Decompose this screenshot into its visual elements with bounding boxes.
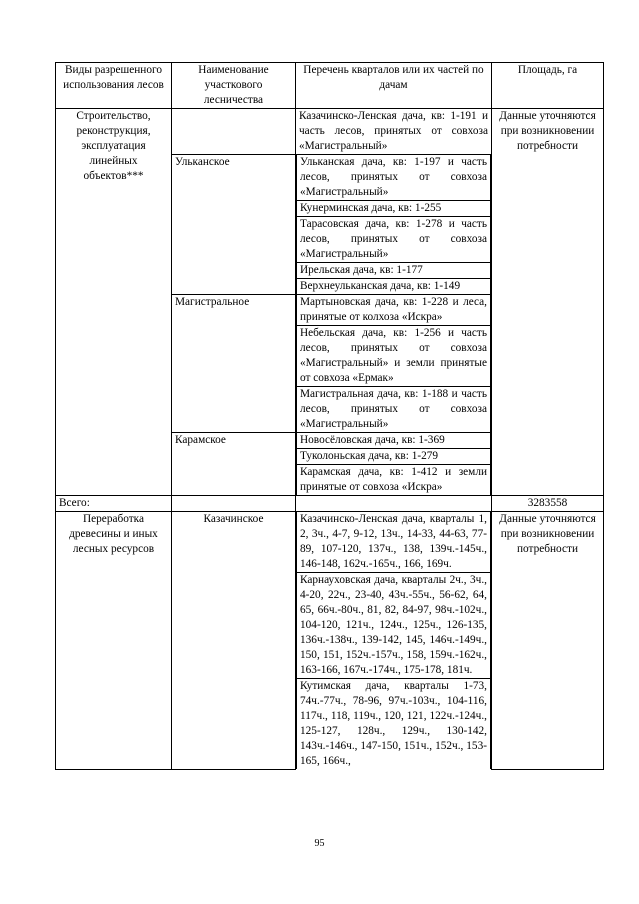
area-value: Данные уточняются при возникновении потребности (492, 109, 604, 496)
quarter-entry: Ульканская дача, кв: 1-197 и часть лесов, принятых от совхоза «Магистральный» (296, 155, 491, 201)
area-value: Данные уточняются при возникновении потребности (492, 512, 604, 770)
header-quarters-list: Перечень кварталов или их частей по дачам (296, 63, 492, 109)
quarter-entry: Карамская дача, кв: 1-412 и земли принятые от совхоза «Искра» (296, 465, 491, 495)
quarter-entry: Мартыновская дача, кв: 1-228 и леса, принятые от колхоза «Искра» (296, 295, 491, 326)
forest-use-table (55, 62, 604, 770)
quarter-entry: Новосёловская дача, кв: 1-369 (296, 433, 491, 449)
quarter-entry: Казачинско-Ленская дача, кв: 1-191 и часть лесов, принятых от совхоза «Магистральный» (296, 109, 492, 155)
quarter-entry: Казачинско-Ленская дача, кварталы 1, 2, 3ч., 4-7, 9-12, 13ч., 14-33, 44-63, 77-89, 107-120, 137ч., 138, 139ч.-145ч., 146-148, 162ч.-165ч., 166, 169ч. (296, 512, 491, 573)
use-type-construction: Строительство, реконструкция, эксплуатация линейных объектов*** (56, 109, 172, 496)
total-label: Всего: (56, 496, 172, 512)
quarter-entry: Тарасовская дача, кв: 1-278 и часть лесов, принятых от совхоза «Магистральный» (296, 217, 491, 263)
table-row (56, 109, 604, 155)
forestry-name: Казачинское (172, 512, 296, 770)
total-value: 3283558 (492, 496, 604, 512)
header-area: Площадь, га (492, 63, 604, 109)
quarter-entry: Карнауховская дача, кварталы 2ч., 3ч., 4-20, 22ч., 23-40, 43ч.-55ч., 56-62, 64, 65, 66ч.-80ч., 81, 82, 84-97, 98ч.-102ч., 104-120, 121ч., 124ч., 125ч., 126-135, 136ч.-138ч., 139-142, 145, 146ч.-149ч., 150, 151, 152ч.-157ч., 158, 159ч.-162ч., 163-166, 167ч.-174ч., 175-178, 181ч. (296, 573, 491, 679)
header-use-types: Виды разрешенного использования лесов (56, 63, 172, 109)
quarter-entry: Кунерминская дача, кв: 1-255 (296, 201, 491, 217)
forestry-name: Карамское (172, 433, 296, 496)
quarter-entry: Ирельская дача, кв: 1-177 (296, 263, 491, 279)
quarter-entry: Кутимская дача, кварталы 1-73, 74ч.-77ч., 78-96, 97ч.-103ч., 104-116, 117ч., 118, 119ч., 120, 121, 122ч.-124ч., 125-127, 128ч., 129ч., 130-142, 143ч.-146ч., 147-150, 151ч., 152ч., 153-165, 166ч., (296, 679, 491, 769)
quarter-entry: Небельская дача, кв: 1-256 и часть лесов, принятых от совхоза «Магистральный» и земли принятые от совхоза «Ермак» (296, 326, 491, 387)
use-type-wood-processing: Переработка древесины и иных лесных ресурсов (56, 512, 172, 770)
quarter-entry: Верхнеульканская дача, кв: 1-149 (296, 279, 491, 294)
table-header-row (56, 63, 604, 109)
table-row (56, 512, 604, 770)
forestry-name: Ульканское (172, 155, 296, 295)
quarter-entry: Магистральная дача, кв: 1-188 и часть лесов, принятых от совхоза «Магистральный» (296, 387, 491, 432)
quarter-entry: Туколоньская дача, кв: 1-279 (296, 449, 491, 465)
total-row (56, 496, 604, 512)
forestry-name: Магистральное (172, 295, 296, 433)
header-forestry-name: Наименование участкового лесничества (172, 63, 296, 109)
page-number: 95 (314, 838, 325, 849)
